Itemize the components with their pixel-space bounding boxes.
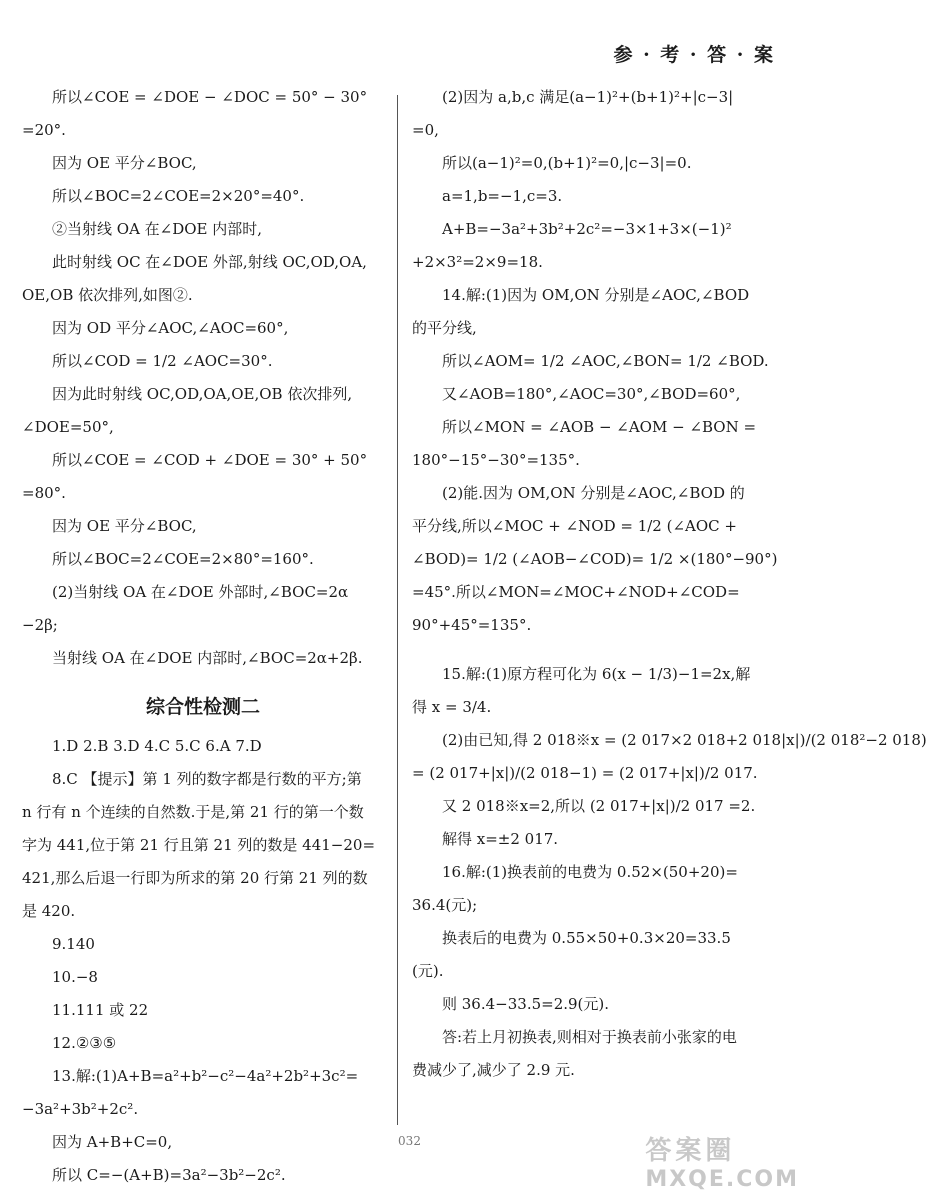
text-line: 费减少了,减少了 2.9 元.: [412, 1061, 575, 1079]
watermark-text: 答案圈: [645, 1136, 736, 1166]
answer-line: 1.D 2.B 3.D 4.C 5.C 6.A 7.D: [52, 737, 262, 755]
text-line: (2)当射线 OA 在∠DOE 外部时,∠BOC=2α: [52, 583, 349, 601]
answer-line: 13.解:(1)A+B=a²+b²−c²−4a²+2b²+3c²=: [52, 1067, 359, 1085]
text-line: =45°.所以∠MON=∠MOC+∠NOD+∠COD=: [412, 583, 740, 601]
section-title: 综合性检测二: [145, 696, 260, 718]
text-line: 当射线 OA 在∠DOE 内部时,∠BOC=2α+2β.: [52, 649, 363, 667]
answer-line: 12.②③⑤: [52, 1034, 117, 1052]
text-line: (元).: [412, 962, 444, 980]
text-line: 16.解:(1)换表前的电费为 0.52×(50+20)=: [442, 863, 738, 881]
watermark-url: MXQE.COM: [645, 1167, 799, 1192]
text-line: 又 2 018※x=2,所以 (2 017+|x|)/2 017 =2.: [442, 797, 756, 815]
text-line: 所以∠COE = ∠COD + ∠DOE = 30° + 50°: [52, 451, 368, 469]
text-line: 得 x = 3/4.: [412, 698, 492, 716]
text-line: −2β;: [22, 616, 58, 634]
text-line: 因为 OE 平分∠BOC,: [52, 154, 197, 172]
text-line: 的平分线,: [412, 319, 477, 337]
text-line: 所以∠COD = 1/2 ∠AOC=30°.: [52, 352, 273, 370]
text-line: 所以∠BOC=2∠COE=2×80°=160°.: [52, 550, 314, 568]
text-line: 15.解:(1)原方程可化为 6(x − 1/3)−1=2x,解: [442, 665, 751, 683]
right-column: [412, 88, 927, 1094]
text-line: 所以(a−1)²=0,(b+1)²=0,|c−3|=0.: [442, 154, 692, 172]
text-line: 又∠AOB=180°,∠AOC=30°,∠BOD=60°,: [442, 385, 741, 403]
answer-line: 421,那么后退一行即为所求的第 20 行第 21 列的数: [22, 869, 368, 887]
text-line: 因为 OD 平分∠AOC,∠AOC=60°,: [52, 319, 289, 337]
text-line: (2)能.因为 OM,ON 分别是∠AOC,∠BOD 的: [442, 484, 745, 502]
page-number: 032: [398, 1134, 421, 1148]
text-line: 90°+45°=135°.: [412, 616, 532, 634]
text-line: 180°−15°−30°=135°.: [412, 451, 580, 469]
text-line: 答:若上月初换表,则相对于换表前小张家的电: [442, 1028, 737, 1046]
answer-line: 字为 441,位于第 21 行且第 21 列的数是 441−20=: [22, 836, 376, 854]
answer-line: 11.111 或 22: [52, 1001, 149, 1019]
text-line: 因为此时射线 OC,OD,OA,OE,OB 依次排列,: [52, 385, 353, 403]
text-line: a=1,b=−1,c=3.: [442, 187, 563, 205]
text-line: 所以∠AOM= 1/2 ∠AOC,∠BON= 1/2 ∠BOD.: [442, 352, 769, 370]
answer-line: 9.140: [52, 935, 95, 953]
text-line: ∠DOE=50°,: [22, 418, 114, 436]
text-line: A+B=−3a²+3b²+2c²=−3×1+3×(−1)²: [442, 220, 732, 238]
watermark-logo: [645, 1130, 799, 1192]
text-line: ②当射线 OA 在∠DOE 内部时,: [52, 220, 263, 238]
text-line: 解得 x=±2 017.: [442, 830, 559, 848]
column-divider: [397, 95, 398, 1125]
text-line: 所以∠MON = ∠AOB − ∠AOM − ∠BON =: [442, 418, 757, 436]
answer-line: 是 420.: [22, 902, 76, 920]
text-line: 换表后的电费为 0.55×50+0.3×20=33.5: [442, 929, 731, 947]
answer-line: 10.−8: [52, 968, 98, 986]
text-line: 平分线,所以∠MOC + ∠NOD = 1/2 (∠AOC +: [412, 517, 737, 535]
text-line: (2)由已知,得 2 018※x = (2 017×2 018+2 018|x|)/(2 018²−2 018): [442, 731, 927, 749]
text-line: ∠BOD)= 1/2 (∠AOB−∠COD)= 1/2 ×(180°−90°): [412, 550, 778, 568]
answer-line: 所以 C=−(A+B)=3a²−3b²−2c².: [52, 1166, 286, 1184]
text-line: 因为 OE 平分∠BOC,: [52, 517, 197, 535]
text-line: =20°.: [22, 121, 66, 139]
text-line: = (2 017+|x|)/(2 018−1) = (2 017+|x|)/2 017.: [412, 764, 758, 782]
text-line: 36.4(元);: [412, 896, 478, 914]
left-column: [22, 88, 384, 1199]
text-line: (2)因为 a,b,c 满足(a−1)²+(b+1)²+|c−3|: [442, 88, 734, 106]
page-header: 参 · 考 · 答 · 案: [613, 44, 775, 66]
answer-line: n 行有 n 个连续的自然数.于是,第 21 行的第一个数: [22, 803, 364, 821]
text-line: 则 36.4−33.5=2.9(元).: [442, 995, 610, 1013]
text-line: 14.解:(1)因为 OM,ON 分别是∠AOC,∠BOD: [442, 286, 750, 304]
answer-line: 8.C 【提示】第 1 列的数字都是行数的平方;第: [52, 770, 362, 788]
answer-line: 因为 A+B+C=0,: [52, 1133, 173, 1151]
answer-line: −3a²+3b²+2c².: [22, 1100, 139, 1118]
text-line: 此时射线 OC 在∠DOE 外部,射线 OC,OD,OA,: [52, 253, 367, 271]
text-line: 所以∠COE = ∠DOE − ∠DOC = 50° − 30°: [52, 88, 368, 106]
text-line: OE,OB 依次排列,如图②.: [22, 286, 193, 304]
text-line: 所以∠BOC=2∠COE=2×20°=40°.: [52, 187, 305, 205]
text-line: =80°.: [22, 484, 66, 502]
text-line: =0,: [412, 121, 439, 139]
text-line: +2×3²=2×9=18.: [412, 253, 543, 271]
